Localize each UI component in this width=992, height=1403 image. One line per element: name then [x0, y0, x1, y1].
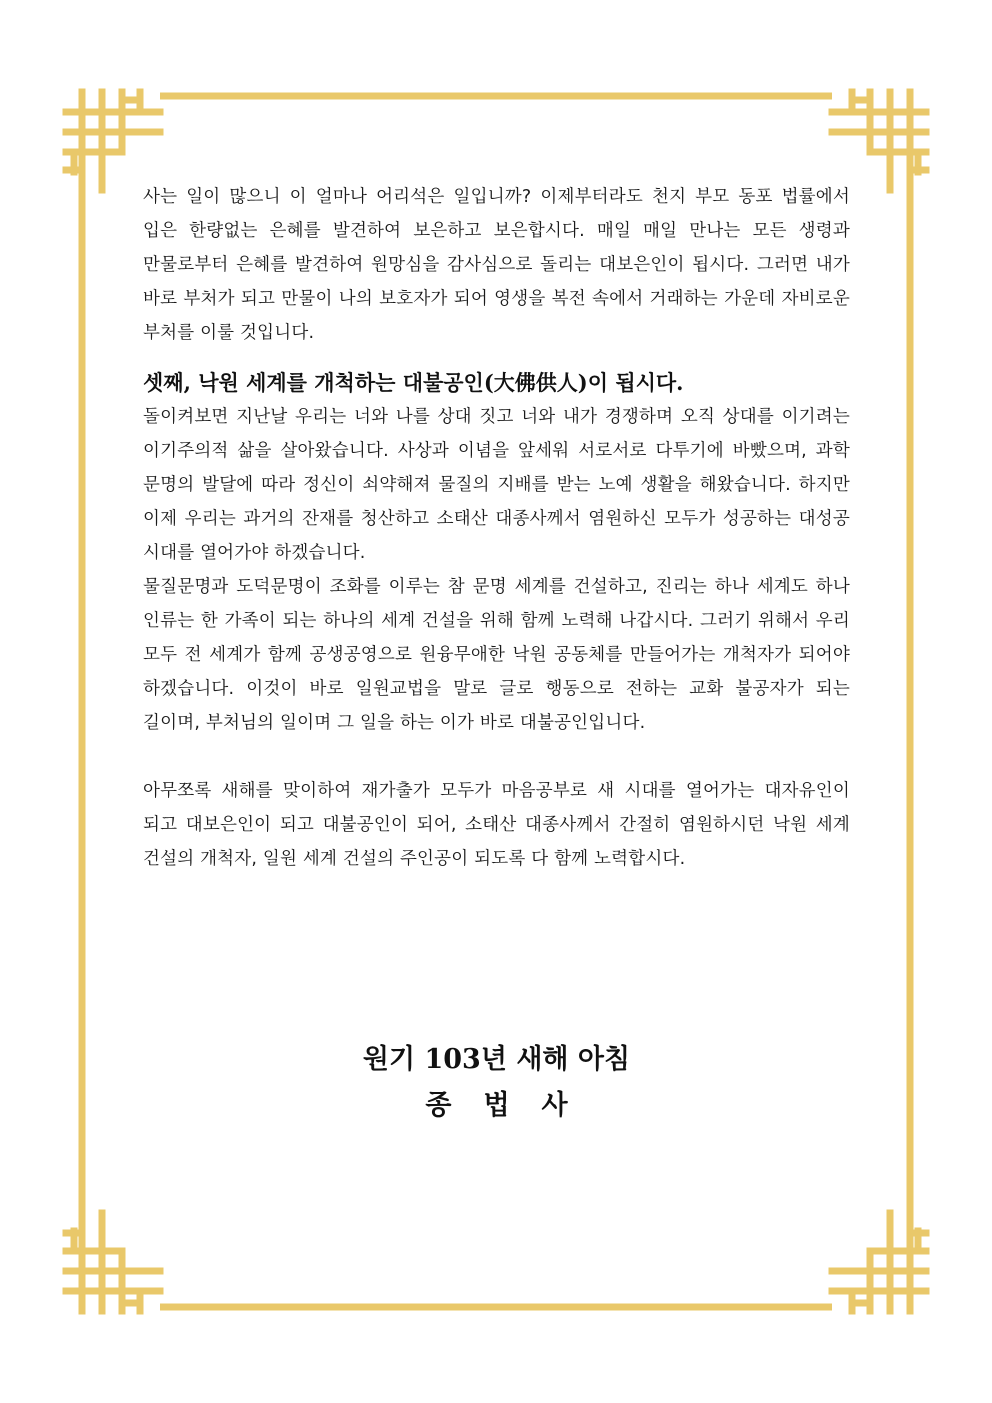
corner-ornament-bottom-left [66, 1213, 160, 1311]
corner-ornament-top-right [832, 92, 926, 190]
signature-date: 원기 103년 새해 아침 [362, 1044, 631, 1075]
paragraph-closing: 아무쪼록 새해를 맞이하여 재가출가 모두가 마음공부로 새 시대를 열어가는 대자유인이 되고 대보은인이 되고 대불공인이 되어, 소태산 대종사께서 간절히 염원하시던 낙원 세계 건설의 개척자, 일원 세계 건설의 주인공이 되도록 다 함께 노력합시다. [143, 781, 850, 869]
document-body [143, 180, 850, 876]
section-heading-third: 셋째, 낙원 세계를 개척하는 대불공인(大佛供人)이 됩시다. [143, 370, 684, 395]
signature-name: 종법사 [425, 1090, 600, 1121]
corner-ornament-top-left [66, 92, 160, 190]
corner-ornament-bottom-right [832, 1213, 926, 1311]
paragraph-reflection: 돌이켜보면 지난날 우리는 너와 나를 상대 짓고 너와 내가 경쟁하며 오직 상대를 이기려는 이기주의적 삶을 살아왔습니다. 사상과 이념을 앞세워 서로서로 다투기에 바빴으며, 과학 문명의 발달에 따라 정신이 쇠약해져 물질의 지배를 받는 노예 생활을 해왔습니다. 하지만 이제 우리는 과거의 잔재를 청산하고 소태산 대종사께서 염원하신 모두가 성공하는 대성공 시대를 열어가야 하겠습니다. [143, 407, 850, 563]
paragraph-spacer [143, 740, 850, 774]
paragraph-gratitude: 사는 일이 많으니 이 얼마나 어리석은 일입니까? 이제부터라도 천지 부모 동포 법률에서 입은 한량없는 은혜를 발견하여 보은하고 보은합시다. 매일 매일 만나는 모든 생령과 만물로부터 은혜를 발견하여 원망심을 감사심으로 돌리는 대보은인이 됩시다. 그러면 내가 바로 부처가 되고 만물이 나의 보호자가 되어 영생을 복전 속에서 거래하는 가운데 자비로운 부처를 이룰 것입니다. [143, 187, 850, 343]
paragraph-civilization: 물질문명과 도덕문명이 조화를 이루는 참 문명 세계를 건설하고, 진리는 하나 세계도 하나 인류는 한 가족이 되는 하나의 세계 건설을 위해 함께 노력해 나갑시다. 그러기 위해서 우리 모두 전 세계가 함께 공생공영으로 원융무애한 낙원 공동체를 만들어가는 개척자가 되어야 하겠습니다. 이것이 바로 일원교법을 말로 글로 행동으로 전하는 교화 불공자가 되는 길이며, 부처님의 일이며 그 일을 하는 이가 바로 대불공인입니다. [143, 577, 850, 733]
